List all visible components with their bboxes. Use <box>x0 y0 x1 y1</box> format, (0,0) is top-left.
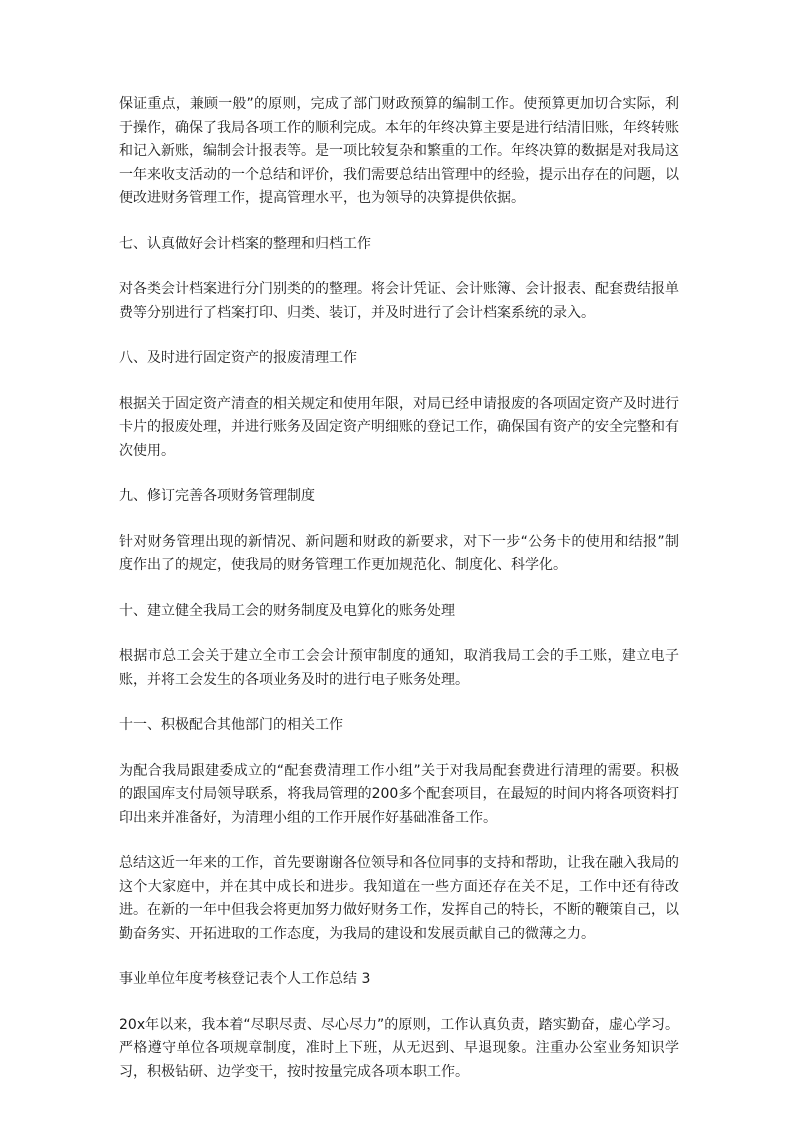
heading-section-7: 七、认真做好会计档案的整理和归档工作 <box>119 235 371 252</box>
paragraph-summary-3: 20x年以来，我本着“尽职尽责、尽心尽力”的原则，工作认真负责，踏实勤奋，虚心学习。严格遵守单位各项规章制度，准时上下班，从无迟到、早退现象。注重办公室业务知识学习，积极钻研、边学变干，按时按量完成各项本职工作。 <box>119 1016 679 1080</box>
paragraph-section-7: 对各类会计档案进行分门别类的的整理。将会计凭证、会计账簿、会计报表、配套费结报单费等分别进行了档案打印、归类、装订，并及时进行了会计档案系统的录入。 <box>119 281 679 321</box>
paragraph-summary: 总结这近一年来的工作，首先要谢谢各位领导和各位同事的支持和帮助，让我在融入我局的这个大家庭中，并在其中成长和进步。我知道在一些方面还存在关不足，工作中还有待改进。在新的一年中但我会将更加努力做好财务工作，发挥自己的特长，不断的鞭策自己，以勤奋务实、开拓进取的工作态度，为我局的建设和发展贡献自己的微薄之力。 <box>119 855 679 942</box>
paragraph-section-8: 根据关于固定资产清查的相关规定和使用年限，对局已经申请报废的各项固定资产及时进行卡片的报废处理，并进行账务及固定资产明细账的登记工作，确保国有资产的安全完整和有次使用。 <box>119 395 679 459</box>
heading-section-10: 十、建立健全我局工会的财务制度及电算化的账务处理 <box>119 602 455 619</box>
paragraph-section-9: 针对财务管理出现的新情况、新问题和财政的新要求，对下一步“公务卡的使用和结报”制度作出了的规定，使我局的财务管理工作更加规范化、制度化、科学化。 <box>119 533 679 573</box>
paragraph-budget: 保证重点，兼顾一般”的原则，完成了部门财政预算的编制工作。使预算更加切合实际，利于操作，确保了我局各项工作的顺利完成。本年的年终决算主要是进行结清旧账，年终转账和记入新账，编制会计报表等。是一项比较复杂和繁重的工作。年终决算的数据是对我局这一年来收支活动的一个总结和评价，我们需要总结出管理中的经验，提示出存在的问题，以便改进财务管理工作，提高管理水平，也为领导的决算提供依据。 <box>119 96 679 206</box>
paragraph-section-10: 根据市总工会关于建立全市工会会计预审制度的通知，取消我局工会的手工账，建立电子账，并将工会发生的各项业务及时的进行电子账务处理。 <box>119 648 679 688</box>
document-subtitle: 事业单位年度考核登记表个人工作总结 3 <box>119 971 371 987</box>
paragraph-section-11: 为配合我局跟建委成立的“配套费清理工作小组”关于对我局配套费进行清理的需要。积极的跟国库支付局领导联系，将我局管理的200多个配套项目，在最短的时间内将各项资料打印出来并准备好，为清理小组的工作开展作好基础准备工作。 <box>119 762 679 826</box>
document-body <box>119 93 679 1106</box>
heading-section-8: 八、及时进行固定资产的报废清理工作 <box>119 350 357 366</box>
heading-section-9: 九、修订完善各项财务管理制度 <box>119 488 315 504</box>
heading-section-11: 十一、积极配合其他部门的相关工作 <box>119 717 343 733</box>
